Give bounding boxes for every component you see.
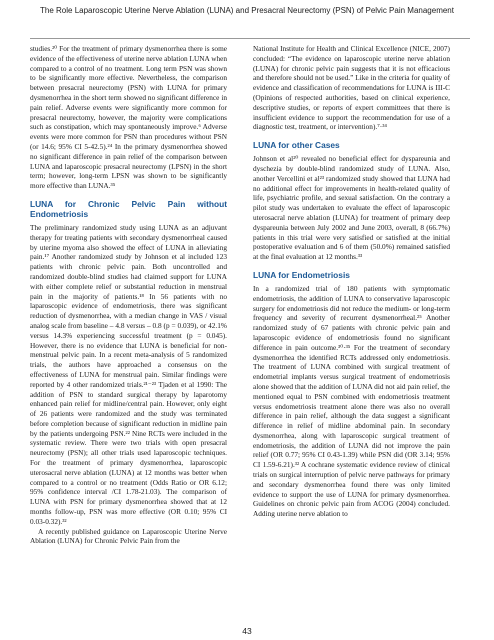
section-heading-luna-endometriosis: LUNA for Endometriosis [253,269,350,280]
running-head: The Role Laparoscopic Uterine Nerve Ablation (LUNA) and Presacral Neurectomy (PSN) of Pelvic Pain Management [40,6,454,15]
left-paragraph-1: studies.²⁰ For the treatment of primary dysmenorrhea there is some evidence of the effectiveness of uterine nerve ablation LUNA when compared to a control of no treatment. Long term PSN was shown to be significantly more effective. Nevertheless, the comparison between presacral neurectomy (PSN) with LUNA for primary dysmenorrhea in the short term showed no significant difference in pain relief. Adverse events were significantly more common for presacral neurectomy, however, the majority were complications such as constipation, which may spontaneously improve.⁶ Adverse events were more common for PSN than procedures without PSN (or 14.6; 95% CI 5-42.5).²⁴ In the primary dysmenorrhea showed no significant difference in pain relief of the comparison between LUNA and laparoscopic presacral neurectomy (LPSN) in the short term; however, long-term LPSN was shown to be significantly more effective than LUNA.³⁵ [30,44,228,191]
page-number: 43 [242,626,252,636]
section-heading-luna-other-cases: LUNA for other Cases [253,140,340,151]
left-paragraph-3: A recently published guidance on Laparoscopic Uterine Nerve Ablation (LUNA) for Chronic Pelvic Pain from the [30,526,227,546]
section-heading-luna-without-endometriosis: LUNA for Chronic Pelvic Pain without Endometriosis [30,198,227,219]
right-paragraph-3: In a randomized trial of 180 patients with symptomatic endometriosis, the addition of LUNA to conservative laparoscopic surgery for endometriosis did not reduce the medium- or long-term frequency and severity of recurrent dysmenorrheal.²⁵ Another randomized study of 67 patients with chronic pelvic pain and laparoscopic evidence of endometriosis found no significant difference in pain outcome.³⁰·³⁵ For the treatment of secondary dysmenorrhea the identified RCTs addressed only endometriosis. The treatment of LUNA combined with surgical treatment of endometrial implants versus surgical treatment of endometriosis alone showed that the addition of LUNA did not aid pain relief, the mentioned equal to PSN combined with endometriosis treatment versus endometriosis treatment alone there was also no overall difference in pain relief, although the data suggest a significant difference in relief of midline abdominal pain. In secondary dysmenorrhea, along with laparoscopic surgical treatment of endometriosis, the addition of LUNA did not improve the pain relief (OR 0.77; 95% CI 0.43-1.39) while PSN did (OR 3.14; 95% CI 1.59-6.21).³² A cochrane systematic evidence review of clinical trials on surgical interruption of pelvic nerve pathways for primary and secondary dysmenorrhea found there was only limited evidence to support the use of LUNA for primary dysmenorrhea. Guidelines on chronic pelvic pain from ACOG (2004) concluded. Adding uterine nerve ablation to [253,283,450,519]
right-paragraph-1: National Institute for Health and Clinical Excellence (NICE, 2007) concluded: “The evidence on laparoscopic uterine nerve ablation (LUNA) for chronic pelvic pain suggests that it is not efficacious and therefore should not be used.” Like in the criteria for quality of evidence and classification of recommendations for LUNA is III-C (Opinions of respected authorities, based on clinical experience, descriptive studies, or reports of expert committees that there is insufficient evidence to support the recommendation for use of a diagnostic test, treatment, or intervention).⁷·³⁴ [253,44,450,132]
left-paragraph-2: The preliminary randomized study using LUNA as an adjuvant therapy for treating patients with secondary dysmenorrheal caused by uterine myoma also showed the effect of LUNA in alleviating pain.¹⁷ Another randomized study by Johnson et al included 123 patients with chronic pelvic pain. Both uncontrolled and randomized double-blind studies had claimed support for LUNA with either complete relief or substantial reduction in menstrual pain in the majority of patients.¹⁸ In 56 patients with no laparoscopic evidence of endometriosis, there was significant reduction of dysmenorrhea, with a median change in VAS / visual analog scale from baseline – 4.8 versus – 0.8 (p = 0.039), or 42.1% versus 14.3% experiencing successful treatment (p = 0.045). However, there is no evidence that LUNA is beneficial for non-menstrual pelvic pain. In a recent meta-analysis of 5 randomized trials, the authors have approached a consensus on the effectiveness of LUNA for menstrual pain. Similar findings were reported by 4 other randomized trials.²¹⁻²³ Tjaden et al 1990: The addition of PSN to standard surgical therapy by laparotomy enhanced pain relief for midline/central pain. However, only eight of 26 patients were randomized and the study was terminated before completion because of significant reduction in midline pain by the patients undergoing PSN.²² Nine RCTs were included in the systematic review. There were two trials with open presacral neurectomy (PSN); all other trials used laparoscopic techniques. For the treatment of primary dysmenorrhea, laparoscopic uterosacral nerve ablation (LUNA) at 12 months was better when compared to a control or no treatment (Odds Ratio or OR 6.12; 95% confidence interval /CI 1.78-21.03). The comparison of LUNA with PSN for primary dysmenorrhea showed that at 12 months follow-up, PSN was more effective (OR 0.10; 95% CI 0.03-0.32).³² [30,222,227,526]
header-rule [30,38,470,39]
right-column [253,44,450,519]
right-paragraph-2: Johnson et al²⁰ revealed no beneficial effect for dyspareunia and dyschezia by double-blind randomized study of LUNA. Also, another Vercellini et al²³ randomized study showed that LUNA had no additional effect for improvements in health-related quality of life, psychiatric profile, and sexual satisfaction. On the contrary a pilot study was undertaken to evaluate the effect of laparoscopic uterosacral nerve ablation (LUNA) for treatment of primary deep dyspareunia between July 2002 and June 2003, overall, 8 (66.7%) patients in this trial were very satisfied or satisfied at the initial postoperative evaluation and 6 of them (50.0%) remained satisfied at the final evaluation at 12 months.³³ [253,154,450,262]
left-column [30,44,227,546]
